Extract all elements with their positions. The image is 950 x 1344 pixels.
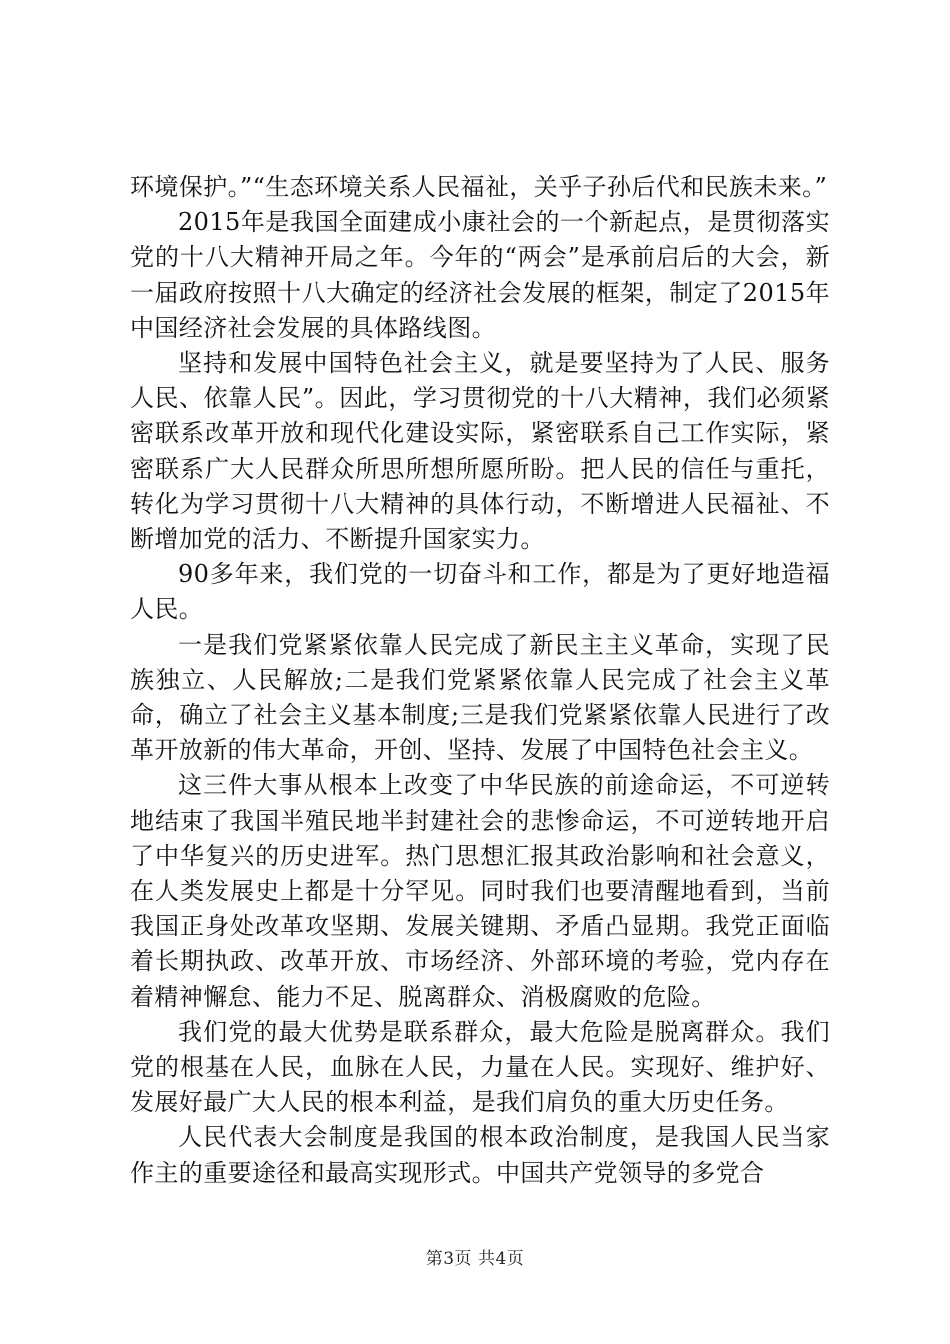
- paragraph-8: 人民代表大会制度是我国的根本政治制度，是我国人民当家作主的重要途径和最高实现形式。中国共产党领导的多党合: [130, 1123, 830, 1187]
- paragraph-5: 一是我们党紧紧依靠人民完成了新民主主义革命，实现了民族独立、人民解放;二是我们党紧紧依靠人民完成了社会主义革命，确立了社会主义基本制度;三是我们党紧紧依靠人民进行了改革开放新的伟大革命，开创、坚持、发展了中国特色社会主义。: [130, 630, 830, 765]
- paragraph-7: 我们党的最大优势是联系群众，最大危险是脱离群众。我们党的根基在人民，血脉在人民，力量在人民。实现好、维护好、发展好最广大人民的根本利益，是我们肩负的重大历史任务。: [130, 1017, 830, 1117]
- paragraph-2: 2015年是我国全面建成小康社会的一个新起点，是贯彻落实党的十八大精神开局之年。今年的“两会”是承前启后的大会，新一届政府按照十八大确定的经济社会发展的框架，制定了2015年中国经济社会发展的具体路线图。: [130, 208, 830, 342]
- page-footer: 第3页 共4页: [425, 1249, 525, 1269]
- paragraph-4: 90多年来，我们党的一切奋斗和工作，都是为了更好地造福人民。: [130, 560, 830, 624]
- paragraph-3: 坚持和发展中国特色社会主义，就是要坚持为了人民、服务人民、依靠人民”。因此，学习贯彻党的十八大精神，我们必须紧密联系改革开放和现代化建设实际，紧密联系自己工作实际，紧密联系广大人民群众所思所想所愿所盼。把人民的信任与重托，转化为学习贯彻十八大精神的具体行动，不断增进人民福祉、不断增加党的活力、不断提升国家实力。: [130, 349, 830, 554]
- paragraph-6: 这三件大事从根本上改变了中华民族的前途命运，不可逆转地结束了我国半殖民地半封建社会的悲惨命运，不可逆转地开启了中华复兴的历史进军。热门思想汇报其政治影响和社会意义，在人类发展史上都是十分罕见。同时我们也要清醒地看到，当前我国正身处改革攻坚期、发展关键期、矛盾凸显期。我党正面临着长期执政、改革开放、市场经济、外部环境的考验，党内存在着精神懈怠、能力不足、脱离群众、消极腐败的危险。: [130, 771, 830, 1011]
- document-body: [130, 170, 830, 1191]
- paragraph-1: 环境保护。”“生态环境关系人民福祉，关乎子孙后代和民族未来。”: [130, 173, 828, 201]
